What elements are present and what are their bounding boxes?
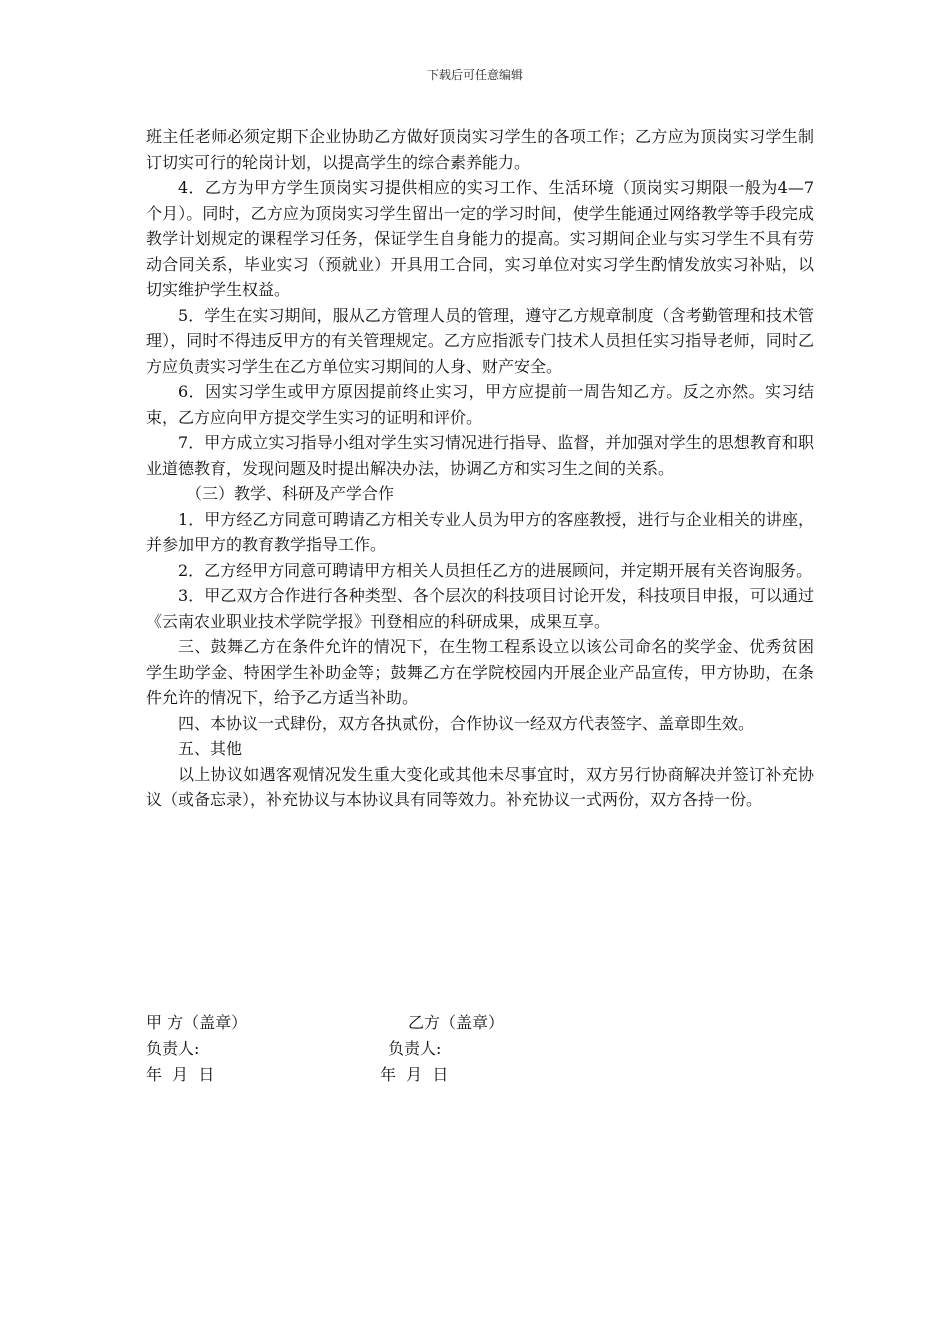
party-b-date: 年 月 日 — [380, 1065, 449, 1084]
party-b-person: 负责人: — [388, 1039, 442, 1058]
date-row — [146, 1062, 814, 1088]
paragraph-section-4: 四、本协议一式肆份，双方各执贰份，合作协议一经双方代表签字、盖章即生效。 — [178, 713, 755, 733]
paragraph-item-6: 6．因实习学生或甲方原因提前终止实习，甲方应提前一周告知乙方。反之亦然。实习结束，乙方应向甲方提交学生实习的证明和评价。 — [146, 382, 814, 427]
paragraph-item-5: 5．学生在实习期间，服从乙方管理人员的管理，遵守乙方规章制度（含考勤管理和技术管理），同时不得违反甲方的有关管理规定。乙方应指派专门技术人员担任实习指导老师，同时乙方应负责实习学生在乙方单位实习期间的人身、财产安全。 — [146, 305, 814, 376]
paragraph-teaching-1: 1．甲方经乙方同意可聘请乙方相关专业人员为甲方的客座教授，进行与企业相关的讲座，并参加甲方的教育教学指导工作。 — [146, 509, 814, 554]
document-body — [146, 124, 814, 813]
paragraph-teaching-3: 3．甲乙双方合作进行各种类型、各个层次的科技项目讨论开发，科技项目申报，可以通过《云南农业职业技术学院学报》刊登相应的科研成果，成果互享。 — [146, 586, 814, 631]
section-heading-teaching: （三）教学、科研及产学合作 — [186, 484, 395, 503]
paragraph-continuation: 班主任老师必须定期下企业协助乙方做好顶岗实习学生的各项工作；乙方应为顶岗实习学生制订切实可行的轮岗计划，以提高学生的综合素养能力。 — [146, 127, 814, 172]
party-b-seal: 乙方（盖章） — [408, 1013, 505, 1032]
paragraph-item-7: 7．甲方成立实习指导小组对学生实习情况进行指导、监督，并加强对学生的思想教育和职业道德教育，发现问题及时提出解决办法，协调乙方和实习生之间的关系。 — [146, 433, 814, 478]
party-a-person: 负责人: — [146, 1039, 200, 1058]
page-header: 下载后可任意编辑 — [426, 68, 523, 82]
paragraph-teaching-2: 2．乙方经甲方同意可聘请甲方相关人员担任乙方的进展顾问，并定期开展有关咨询服务。 — [178, 560, 813, 580]
party-a-date: 年 月 日 — [146, 1065, 215, 1084]
person-row — [146, 1036, 814, 1062]
paragraph-item-4: 4．乙方为甲方学生顶岗实习提供相应的实习工作、生活环境（顶岗实习期限一般为4—7个月）。同时，乙方应为顶岗实习学生留出一定的学习时间，使学生能通过网络教学等手段完成教学计划规定的课程学习任务，保证学生自身能力的提高。实习期间企业与实习学生不具有劳动合同关系，毕业实习（预就业）开具用工合同，实习单位对实习学生酌情发放实习补贴，以切实维护学生权益。 — [146, 178, 814, 299]
seal-row — [146, 1010, 814, 1036]
paragraph-section-3: 三、鼓舞乙方在条件允许的情况下，在生物工程系设立以该公司命名的奖学金、优秀贫困学生助学金、特困学生补助金等；鼓舞乙方在学院校园内开展企业产品宣传，甲方协助，在条件允许的情况下，给予乙方适当补助。 — [146, 637, 814, 707]
party-a-seal: 甲 方（盖章） — [146, 1013, 248, 1032]
paragraph-other: 以上协议如遇客观情况发生重大变化或其他未尽事宜时，双方另行协商解决并签订补充协议（或备忘录），补充协议与本协议具有同等效力。补充协议一式两份，双方各持一份。 — [146, 764, 814, 809]
signature-block — [146, 1010, 814, 1088]
section-heading-other: 五、其他 — [178, 739, 243, 758]
